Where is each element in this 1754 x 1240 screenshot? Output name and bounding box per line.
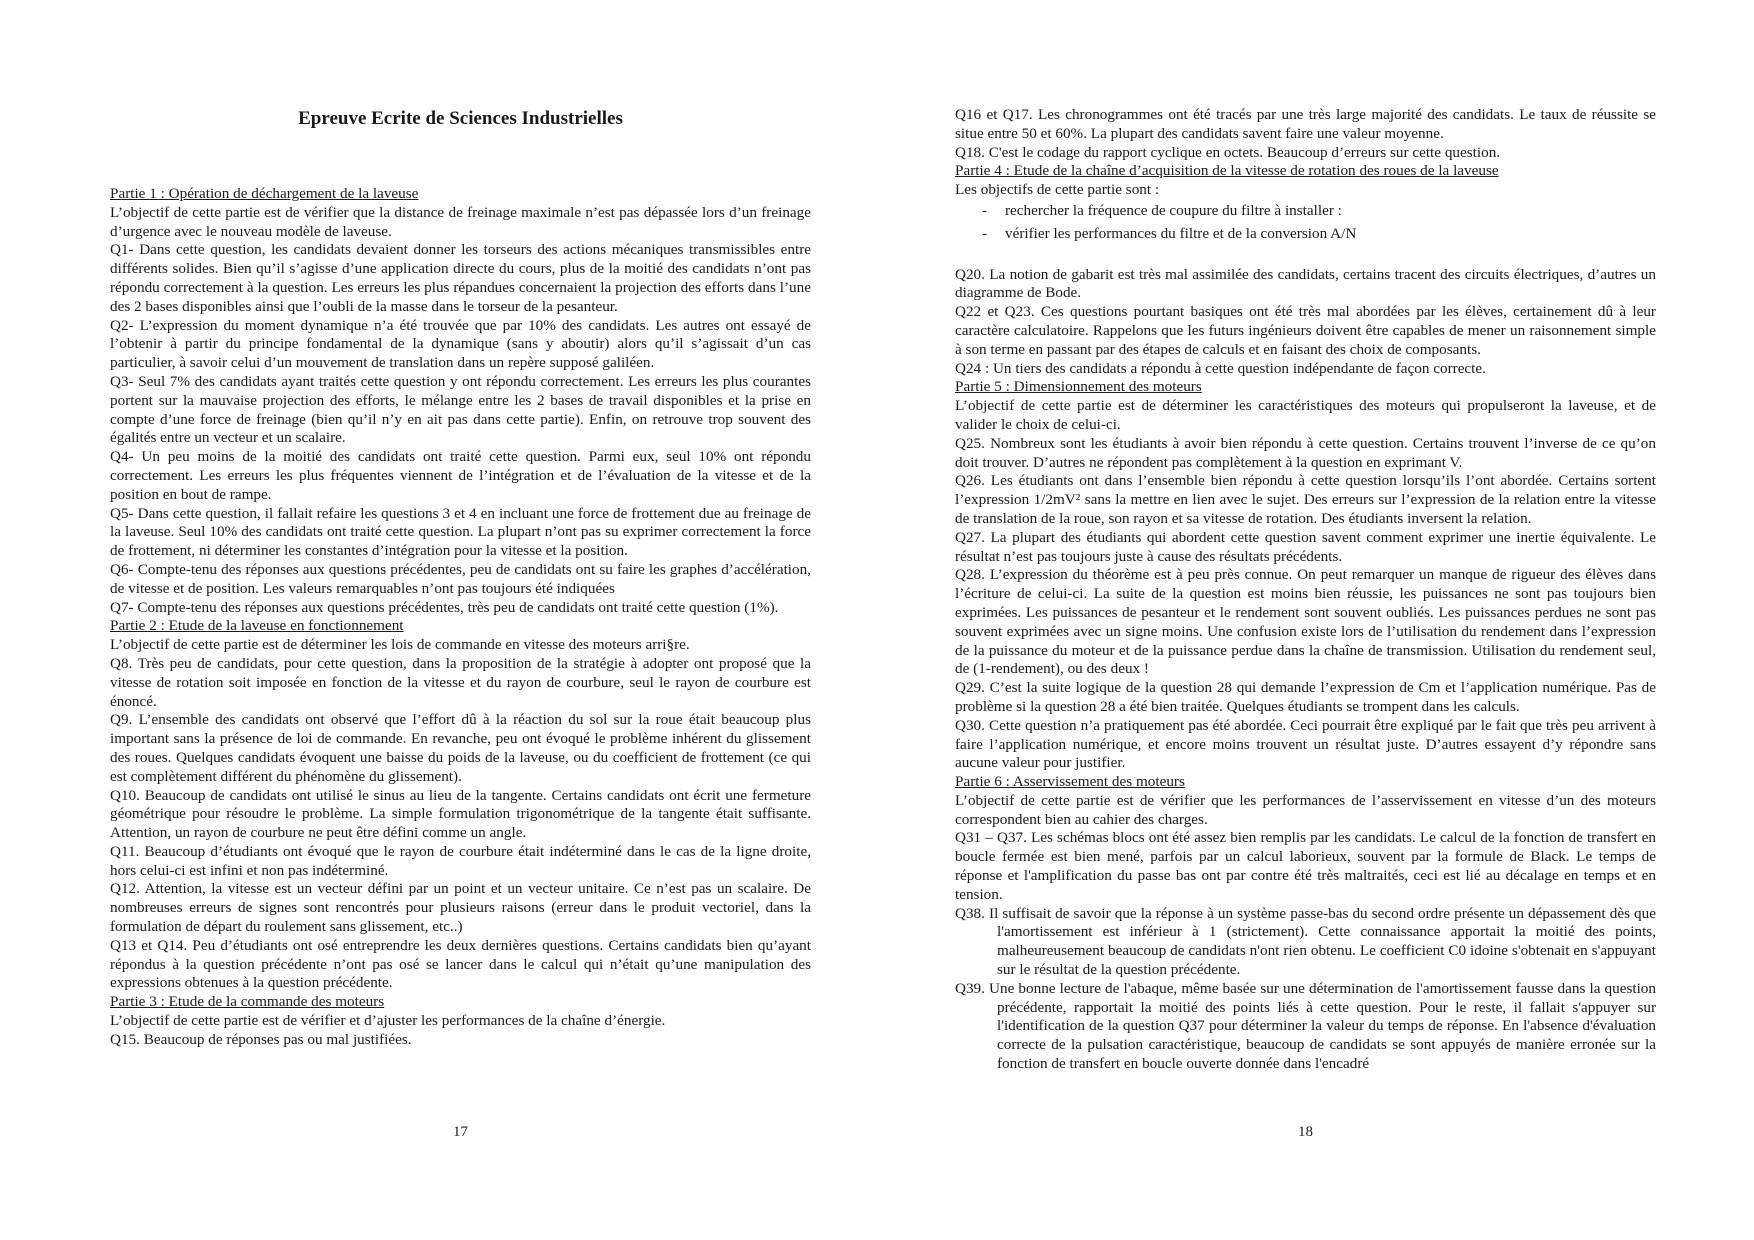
paragraph: Q5- Dans cette question, il fallait refaire les questions 3 et 4 en incluant une force de frottement due au freinage de la laveuse. Seul 10% des candidats ont traité cette question. La plupart n’ont pas su exprimer correctement la force de frottement, ni déterminer les constantes d’intégration pour la vitesse et la position. xyxy=(110,504,811,560)
paragraph: Q12. Attention, la vitesse est un vecteur défini par un point et un vecteur unitaire. Ce n’est pas un scalaire. De nombreuses erreurs de signes sont rencontrés pour plusieurs raisons (erreur dans le produit vectoriel, dans la formulation de départ du roulement sans glissement, etc..) xyxy=(110,880,811,936)
paragraph: Q22 et Q23. Ces questions pourtant basiques ont été très mal abordées par les élèves, certainement dû à leur caractère calculatoire. Rappelons que les futurs ingénieurs doivent être capables de mener un raisonnement simple à son terme en passant par des étapes de calculs et en faisant des choix de composants. xyxy=(955,303,1656,358)
paragraph: Q15. Beaucoup de réponses pas ou mal justifiées. xyxy=(110,1030,412,1048)
section-heading: Partie 2 : Etude de la laveuse en fonctionnement xyxy=(110,617,404,635)
section-heading: Partie 1 : Opération de déchargement de la laveuse xyxy=(110,185,419,202)
paragraph: Q3- Seul 7% des candidats ayant traités cette question y ont répondu correctement. Les erreurs les plus courantes portent sur la mauvaise projection des efforts, le mélange entre les 2 bases de travail disponibles et la prise en compte d’une force de freinage (bien qu’il n’y en ait pas dans cette partie). Enfin, on retrouve trop souvent des égalités entre un vecteur et un scalaire. xyxy=(110,372,811,447)
paragraph: Q27. La plupart des étudiants qui abordent cette question savent comment exprimer une inertie équivalente. Le résultat n’est pas toujours juste à cause des résultats précédents. xyxy=(955,528,1656,565)
paragraph: Q28. L’expression du théorème est à peu près connue. On peut remarquer un manque de rigueur des élèves dans l’écriture de celui-ci. La suite de la question est moins bien réussie, les puissances ne sont pas toujours bien exprimées. Les puissances de pesanteur et le rendement sont souvent oubliés. Les puissances perdues ne sont pas souvent exprimées avec un signe moins. Une confusion existe lors de l’utilisation du rendement dans l’expression de la puissance du moteur et de la puissance perdue dans la chaîne de transmission. Utilisation du rendement seul, de (1-rendement), ou des deux ! xyxy=(955,566,1656,678)
paragraph: Q30. Cette question n’a pratiquement pas été abordée. Ceci pourrait être expliqué par le fait que très peu arrivent à faire l’application numérique, et encore moins trouvent un résultat juste. D’autres essayent d’y répondre sans aucune valeur pour justifier. xyxy=(955,716,1656,772)
paragraph: Q6- Compte-tenu des réponses aux questions précédentes, peu de candidats ont su faire les graphes d’accélération, de vitesse et de position. Les valeurs remarquables n’ont pas toujours été indiquées xyxy=(110,560,811,597)
paragraph: Q20. La notion de gabarit est très mal assimilée des candidats, certains tracent des circuits électriques, d’autres un diagramme de Bode. xyxy=(955,265,1656,302)
paragraph: Q7- Compte-tenu des réponses aux questions précédentes, très peu de candidats ont traité cette question (1%). xyxy=(110,598,779,616)
paragraph: Q16 et Q17. Les chronogrammes ont été tracés par une très large majorité des candidats. Le taux de réussite se situe entre 50 et 60%. La plupart des candidats savent faire une valeur moyenne. xyxy=(955,106,1656,142)
paragraph: Q10. Beaucoup de candidats ont utilisé le sinus au lieu de la tangente. Certains candidats ont écrit une fermeture géométrique pour résoudre le problème. La simple formulation trigonométrique de la tangente était suffisante. Attention, un rayon de courbure ne peut être défini comme un angle. xyxy=(110,786,811,842)
section-heading: Partie 6 : Asservissement des moteurs xyxy=(955,773,1185,791)
section-heading: Partie 3 : Etude de la commande des moteurs xyxy=(110,993,385,1011)
paragraph: Q9. L’ensemble des candidats ont observé que l’effort dû à la réaction du sol sur la roue était beaucoup plus important sans la présence de loi de commande. En revanche, peu ont évoqué le problème inhérent du glissement des roues. Quelques candidats évoquent une baisse du poids de la laveuse, ou du coefficient de frottement (ce qui est complètement différent du phénomène du glissement). xyxy=(110,711,811,785)
paragraph: L’objectif de cette partie est de vérifier que la distance de freinage maximale n’est pas dépassée lors d’un freinage d’urgence avec le nouveau modèle de laveuse. xyxy=(110,203,811,240)
paragraph: L’objectif de cette partie est de vérifier et d’ajuster les performances de la chaîne d’énergie. xyxy=(110,1012,666,1030)
paragraph: Q39. Une bonne lecture de l'abaque, même basée sur une détermination de l'amortissement fausse dans la question précédente, rapportait la moitié des points liés à cette question. Pour le reste, il fallait s'appuyer sur l'identification de la question Q37 pour déterminer la valeur du temps de réponse. En l'absence d'évaluation correcte de la pulsation caractéristique, beaucoup de candidats se sont appuyés de manière erronée sur la fonction de transfert en boucle ouverte donnée dans l'encadré xyxy=(955,979,1656,1073)
paragraph: Q31 – Q37. Les schémas blocs ont été assez bien remplis par les candidats. Le calcul de la fonction de transfert en boucle fermée est bien mené, parfois par un calcul laborieux, souvent par la formule de Black. Le temps de réponse et l'amplification du passe bas ont par contre été très maltraités, ceci est lié au décalage en temps et en tension. xyxy=(955,829,1656,903)
paragraph: Q29. C’est la suite logique de la question 28 qui demande l’expression de Cm et l’application numérique. Pas de problème si la question 28 a été bien traitée. Quelques étudiants se trompent dans les calculs. xyxy=(955,679,1656,715)
paragraph: L’objectif de cette partie est de déterminer les caractéristiques des moteurs qui propulseront la laveuse, et de valider le choix de celui-ci. xyxy=(955,397,1656,433)
list-item: - vérifier les performances du filtre et de la conversion A/N xyxy=(982,224,1357,242)
paragraph: Q1- Dans cette question, les candidats devaient donner les torseurs des actions mécaniques transmissibles entre différents solides. Bien qu’il s’agisse d’une application directe du cours, plus de la moitié des candidats n’ont pas répondu correctement à la question. Les erreurs les plus répandues concernaient la projection des efforts dans l’une des 2 bases disponibles ainsi que l’oubli de la masse dans le torseur de la pesanteur. xyxy=(110,241,811,315)
document-title: Epreuve Ecrite de Sciences Industrielles xyxy=(298,108,623,129)
paragraph: Les objectifs de cette partie sont : xyxy=(955,181,1160,199)
paragraph: L’objectif de cette partie est de déterminer les lois de commande en vitesse des moteurs arri§re. xyxy=(110,636,690,654)
section-heading: Partie 4 : Etude de la chaîne d’acquisition de la vitesse de rotation des roues de la laveuse xyxy=(955,162,1499,180)
page-number-left: 17 xyxy=(453,1124,468,1140)
paragraph: Q18. C'est le codage du rapport cyclique en octets. Beaucoup d’erreurs sur cette question. xyxy=(955,143,1501,161)
paragraph: Q24 : Un tiers des candidats a répondu à cette question indépendante de façon correcte. xyxy=(955,359,1486,377)
paragraph: Q4- Un peu moins de la moitié des candidats ont traité cette question. Parmi eux, seul 10% ont répondu correctement. Les erreurs les plus fréquentes viennent de l’intégration et de l’évaluation de la vitesse et de la position en bout de rampe. xyxy=(110,448,811,503)
left-column-text xyxy=(110,185,811,1050)
page-number-right: 18 xyxy=(1298,1124,1313,1140)
paragraph: Q38. Il suffisait de savoir que la réponse à un système passe-bas du second ordre présente un dépassement dès que l'amortissement est inférieur à 1 (strictement). Cette connaissance apportait la moitié des points, malheureusement beaucoup de candidats n'ont rien obtenu. Le coefficient C0 idoine s'obtenait en s'appuyant sur le résultat de la question précédente. xyxy=(955,904,1656,979)
page-17 xyxy=(110,0,811,1240)
paragraph: Q25. Nombreux sont les étudiants à avoir bien répondu à cette question. Certains trouvent l’inverse de ce qu’on doit trouver. D’autres ne répondent pas complètement à la question en exprimant V. xyxy=(955,434,1656,471)
paragraph: Q26. Les étudiants ont dans l’ensemble bien répondu à cette question lorsqu’ils l’ont abordée. Certains sortent l’expression 1/2mV² sans la mettre en lien avec le sujet. Des erreurs sur l’expression de la relation entre la vitesse de translation de la roue, son rayon et sa vitesse de rotation. Des étudiants inversent la relation. xyxy=(955,472,1656,527)
paragraph: Q8. Très peu de candidats, pour cette question, dans la proposition de la stratégie à adopter ont proposé que la vitesse de rotation soit imposée en fonction de la vitesse et du rayon de courbure, seul le rayon de courbure est énoncé. xyxy=(110,654,811,710)
right-column-text xyxy=(955,106,1656,1074)
paragraph: L’objectif de cette partie est de vérifier que les performances de l’asservissement en vitesse d’un des moteurs correspondent bien au cahier des charges. xyxy=(955,791,1656,828)
paragraph: Q13 et Q14. Peu d’étudiants ont osé entreprendre les deux dernières questions. Certains candidats bien qu’ayant répondus à la question précédente n’ont pas osé se lancer dans le calcul qui n’était qu’une manipulation des expressions obtenues à la question précédente. xyxy=(110,936,811,992)
page-18 xyxy=(955,0,1656,1240)
section-heading: Partie 5 : Dimensionnement des moteurs xyxy=(955,378,1202,396)
paragraph: Q11. Beaucoup d’étudiants ont évoqué que le rayon de courbure était indéterminé dans le cas de la ligne droite, hors celui-ci est infini et non pas indéterminé. xyxy=(110,842,811,879)
paragraph: Q2- L’expression du moment dynamique n’a été trouvée que par 10% des candidats. Les autres ont essayé de l’obtenir à partir du principe fondamental de la dynamique (sans y aboutir) alors qu’il s’agissait d’un cas particulier, à savoir celui d’un mouvement de translation dans un repère supposé galiléen. xyxy=(110,316,811,372)
objectives-list xyxy=(955,202,1656,244)
list-item: - rechercher la fréquence de coupure du filtre à installer : xyxy=(982,201,1342,219)
